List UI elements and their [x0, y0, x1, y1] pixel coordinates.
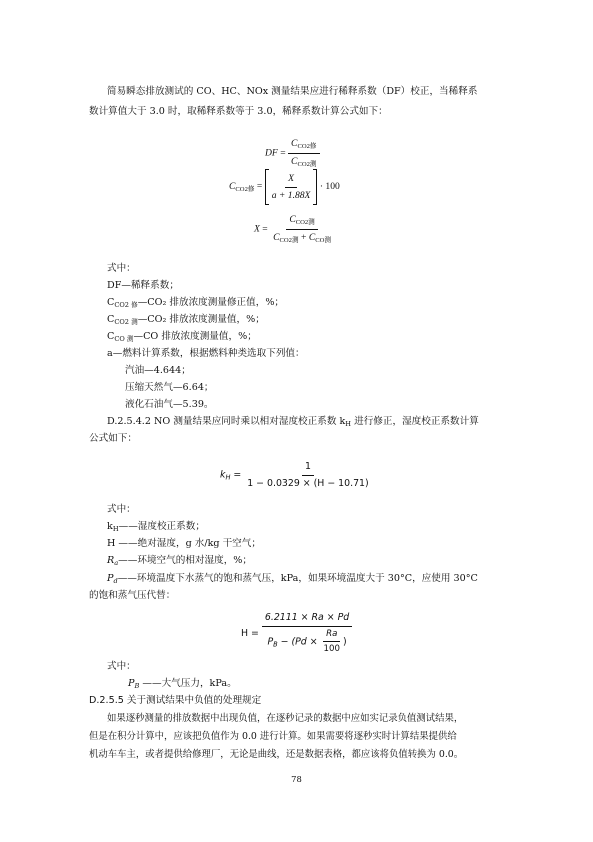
fuel-gasoline: 汽油—4.644； — [125, 365, 191, 376]
section-heading-d255: D.2.5.5 关于测试结果中负值的处理规定 — [89, 695, 262, 706]
def-ra: $R_a——$环境空气的相对湿度，%； — [107, 555, 253, 567]
equation-co2-corrected: $C_{CO2修}$ = $\frac{X}{a + 1.88X}$ · 100 — [229, 169, 340, 205]
def-a: a—燃料计算系数，根据燃料种类选取下列值： — [107, 348, 305, 359]
intro-line-2: 数计算值大于 3.0 时，取稀释系数等于 3.0，稀释系数计算公式如下： — [89, 106, 388, 117]
def-kh: $k_H——$湿度校正系数； — [107, 521, 205, 533]
intro-line-1: 简易瞬态排放测试的 CO、HC、NOx 测量结果应进行稀释系数（DF）校正，当稀释系 — [107, 86, 478, 97]
section-d2542-line-2: 公式如下： — [89, 433, 137, 444]
equation-dilution-factor: DF = $\frac{C_{CO2修}}{C_{CO2测}}$ — [265, 137, 320, 169]
where-label: 式中： — [107, 263, 136, 274]
fraction: $\frac{C_{CO2修}}{C_{CO2测}}$ — [288, 137, 319, 169]
fraction: 6.2111 × Ra × Pd $P_B - (Pd$ × $\frac{Ra}{100}$ ) — [262, 611, 352, 656]
equation-kh: $k_H$ = $\frac{1}{1 - 0.0329 \times (H - 10.71)}$ — [220, 460, 372, 490]
equation-absolute-humidity: H = 6.2111 × Ra × Pd $P_B - (Pd$ × $\frac{Ra}{100}$ ) — [241, 611, 352, 656]
fuel-cng: 压缩天然气—6.64； — [125, 382, 214, 393]
def-pb: $P_B$ ——大气压力，kPa。 — [128, 678, 237, 690]
where-label-3: 式中： — [107, 661, 136, 672]
fraction: $\frac{1}{1 - 0.0329 \times (H - 10.71)}$ — [247, 461, 369, 489]
section-d2542-line-1: D.2.5.4.2 NO 测量结果应同时乘以相对湿度校正系数 $k_H$ 进行修正，湿度校正系数计算 — [107, 416, 479, 428]
negative-values-line-3: 机动车车主，或者提供给修理厂，无论是曲线，还是数据表格，都应该将负值转换为 0.0。 — [89, 749, 464, 760]
def-cco-measured: $C_{CO 测}—CO$ 排放浓度测量值，%； — [107, 331, 257, 343]
def-pd-line-2: 的饱和蒸气压代替： — [89, 590, 176, 601]
equation-x: X = $\frac{C_{CO2测}}{C_{CO2测} + C_{CO测}}$ — [254, 213, 334, 245]
def-pd: $P_d——$环境温度下水蒸气的饱和蒸气压，kPa，如果环境温度大于 30°C，应使用 30°C — [107, 573, 478, 585]
negative-values-line-2: 但是在积分计算中，应该把负值作为 0.0 进行计算。如果需要将逐秒实时计算结果提供给 — [89, 731, 457, 742]
bracket: $\frac{X}{a + 1.88X}$ — [265, 169, 318, 205]
page-number: 78 — [291, 774, 302, 784]
fuel-lpg: 液化石油气—5.39。 — [125, 399, 214, 410]
def-cco2-corrected: $C_{CO2 修}—CO_2$ 排放浓度测量修正值，%； — [107, 297, 285, 309]
def-df: DF—稀释系数； — [107, 280, 179, 291]
fraction: $\frac{C_{CO2测}}{C_{CO2测} + C_{CO测}}$ — [273, 214, 331, 244]
def-h: H ——绝对湿度，g 水/kg 干空气； — [107, 538, 261, 549]
negative-values-line-1: 如果逐秒测量的排放数据中出现负值，在逐秒记录的数据中应如实记录负值测试结果， — [107, 713, 464, 724]
where-label-2: 式中： — [107, 504, 136, 515]
def-cco2-measured: $C_{CO2 测}—CO_2$ 排放浓度测量值，%； — [107, 314, 265, 326]
